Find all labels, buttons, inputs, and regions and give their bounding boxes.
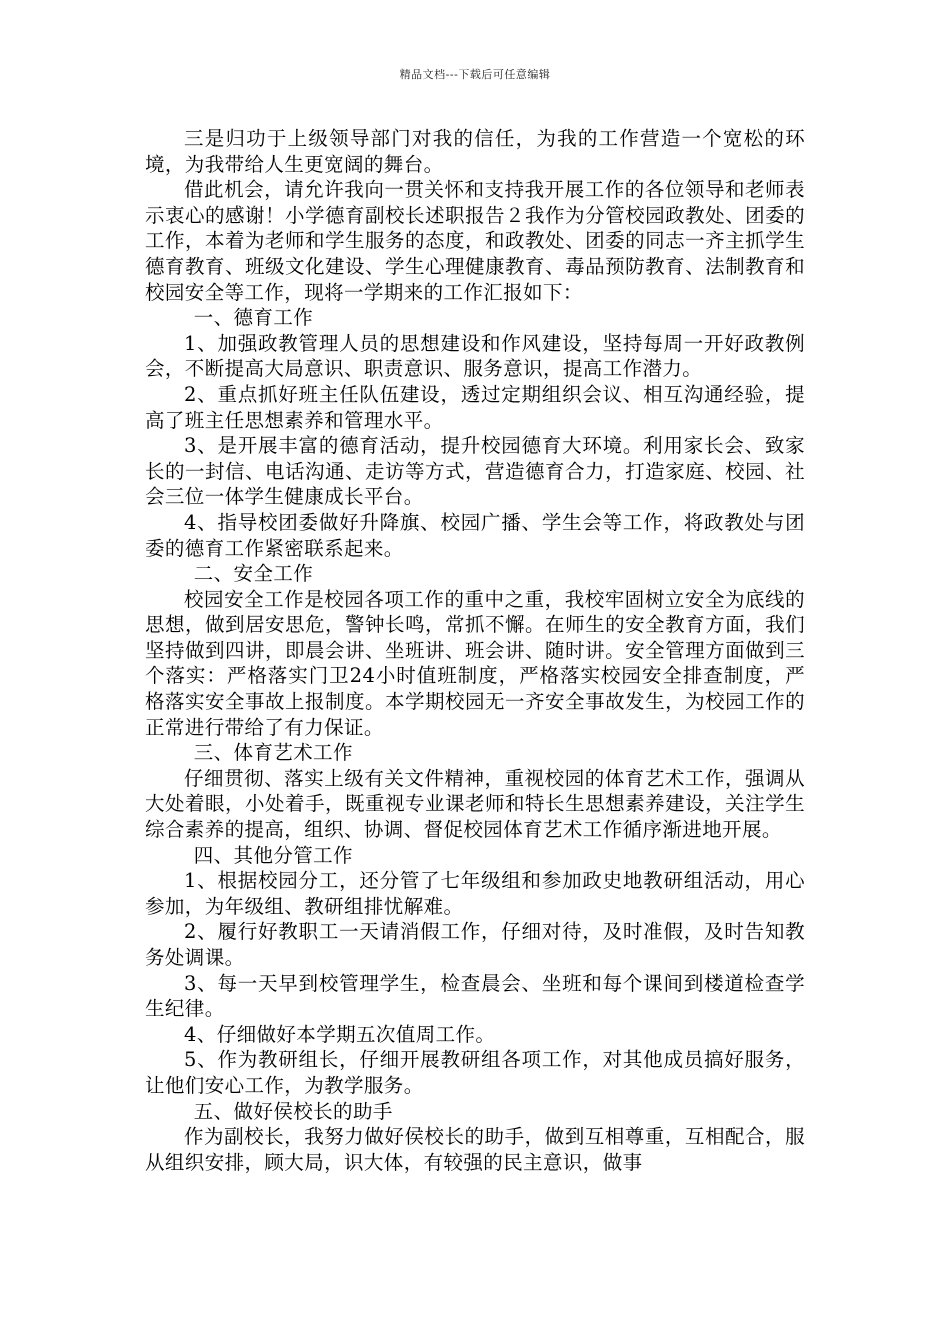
paragraph: 2、履行好教职工一天请消假工作，仔细对待，及时准假，及时告知教务处调课。	[145, 920, 805, 969]
section-heading: 五、做好侯校长的助手	[193, 1099, 393, 1123]
document-body	[145, 126, 805, 1175]
paragraph: 4、指导校团委做好升降旗、校园广播、学生会等工作，将政教处与团委的德育工作紧密联系起来。	[145, 510, 805, 560]
paragraph: 4、仔细做好本学期五次值周工作。	[184, 1022, 496, 1046]
paragraph: 1、加强政教管理人员的思想建设和作风建设，坚持每周一开好政教例会，不断提高大局意识、职责意识、服务意识，提高工作潜力。	[145, 331, 805, 381]
paragraph: 借此机会，请允许我向一贯关怀和支持我开展工作的各位领导和老师表示衷心的感谢！小学德育副校长述职报告２我作为分管校园政教处、团委的工作，本着为老师和学生服务的态度，和政教处、团委的同志一齐主抓学生德育教育、班级文化建设、学生心理健康教育、毒品预防教育、法制教育和校园安全等工作，现将一学期来的工作汇报如下：	[145, 178, 805, 304]
paragraph: 3、每一天早到校管理学生，检查晨会、坐班和每个课间到楼道检查学生纪律。	[145, 971, 805, 1021]
paragraph: 校园安全工作是校园各项工作的重中之重，我校牢固树立安全为底线的思想，做到居安思危，警钟长鸣，常抓不懈。在师生的安全教育方面，我们坚持做到四讲，即晨会讲、坐班讲、班会讲、随时讲。安全管理方面做到三个落实：严格落实门卫24小时值班制度，严格落实校园安全排查制度，严格落实安全事故上报制度。本学期校园无一齐安全事故发生，为校园工作的正常进行带给了有力保证。	[145, 587, 805, 739]
paragraph: 5、作为教研组长，仔细开展教研组各项工作，对其他成员搞好服务，让他们安心工作，为教学服务。	[145, 1048, 805, 1097]
section-heading: 四、其他分管工作	[193, 843, 353, 867]
section-heading: 三、体育艺术工作	[193, 741, 353, 765]
paragraph: 2、重点抓好班主任队伍建设，透过定期组织会议、相互沟通经验，提高了班主任思想素养和管理水平。	[145, 382, 805, 432]
paragraph: 1、根据校园分工，还分管了七年级组和参加政史地教研组活动，用心参加，为年级组、教研组排忧解难。	[145, 869, 805, 918]
page-header: 精品文档---下载后可任意编辑	[399, 68, 551, 81]
paragraph: 三是归功于上级领导部门对我的信任，为我的工作营造一个宽松的环境，为我带给人生更宽阔的舞台。	[145, 127, 805, 176]
section-heading: 二、安全工作	[193, 562, 314, 586]
paragraph: 3、是开展丰富的德育活动，提升校园德育大环境。利用家长会、致家长的一封信、电话沟通、走访等方式，营造德育合力，打造家庭、校园、社会三位一体学生健康成长平台。	[145, 434, 805, 509]
section-heading: 一、德育工作	[193, 306, 314, 330]
paragraph: 仔细贯彻、落实上级有关文件精神，重视校园的体育艺术工作，强调从大处着眼，小处着手，既重视专业课老师和特长生思想素养建设，关注学生综合素养的提高，组织、协调、督促校园体育艺术工作循序渐进地开展。	[145, 766, 805, 842]
paragraph: 作为副校长，我努力做好侯校长的助手，做到互相尊重，互相配合，服从组织安排，顾大局，识大体，有较强的民主意识，做事	[145, 1125, 805, 1174]
